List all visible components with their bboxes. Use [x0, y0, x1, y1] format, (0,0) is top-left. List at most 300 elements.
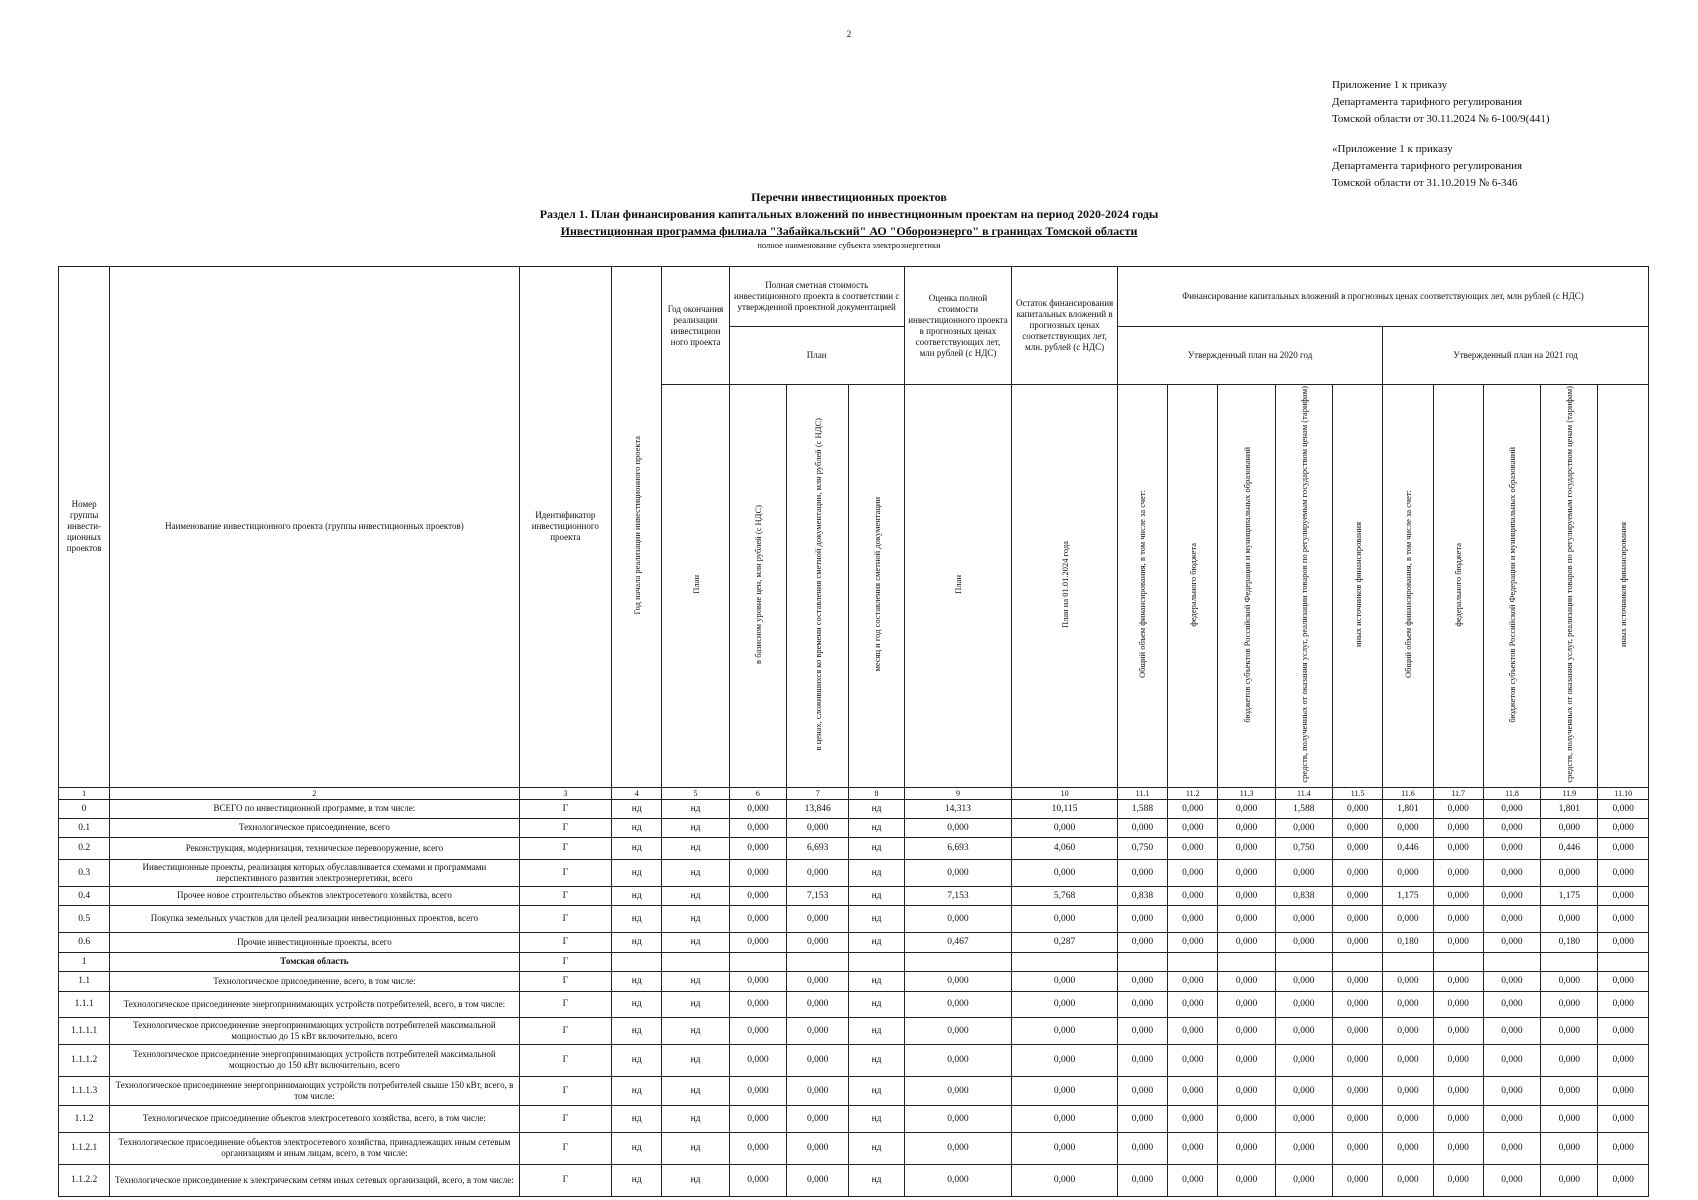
row-financing-value: 0,000 [1275, 818, 1332, 837]
row-name: ВСЕГО по инвестиционной программе, в том числе: [110, 799, 519, 818]
row-identifier: Г [519, 1044, 612, 1076]
row-financing-value: 0,000 [1383, 991, 1433, 1017]
header-base-prices: в базисном уровне цен, млн рублей (с НДС) [752, 504, 763, 664]
row-financing-value: 0,180 [1541, 932, 1598, 952]
row-start-year: нд [612, 1076, 662, 1105]
row-base-prices [729, 952, 786, 971]
row-financing-value: 0,000 [1433, 799, 1483, 818]
row-estimate-date: нд [849, 818, 904, 837]
row-financing-value: 0,000 [1168, 1017, 1218, 1044]
column-number: 11.7 [1433, 787, 1483, 799]
row-financing-value: 0,000 [1218, 1044, 1275, 1076]
approval-line: Департамента тарифного регулирования [1332, 96, 1523, 108]
row-end-year: нд [662, 1076, 729, 1105]
table-row [59, 859, 1649, 886]
row-start-year: нд [612, 1105, 662, 1132]
row-financing-value: 0,000 [1483, 1132, 1540, 1164]
row-code: 1.1.1.3 [59, 1076, 110, 1105]
subject-caption: полное наименование субъекта электроэнергетики [757, 240, 941, 250]
row-financing-value: 0,000 [1117, 932, 1167, 952]
header-2020-other: иных источников финансирования [1352, 521, 1363, 647]
row-financing-value: 0,000 [1333, 905, 1383, 932]
row-financing-value: 0,000 [1483, 932, 1540, 952]
row-financing-value: 0,000 [1218, 1017, 1275, 1044]
column-number: 11.2 [1168, 787, 1218, 799]
header-cell [1168, 385, 1218, 788]
row-financing-value: 0,000 [1218, 859, 1275, 886]
row-remaining: 0,000 [1012, 1044, 1118, 1076]
header-plan-2020: Утвержденный план на 2020 год [1117, 327, 1382, 385]
row-estimate-date: нд [849, 1132, 904, 1164]
row-full-estimate: 6,693 [904, 837, 1012, 859]
row-remaining: 0,000 [1012, 818, 1118, 837]
row-financing-value: 0,000 [1275, 859, 1332, 886]
row-end-year: нд [662, 886, 729, 905]
row-end-year: нд [662, 1044, 729, 1076]
approval-line: Томской области от 31.10.2019 № 6-346 [1332, 177, 1518, 189]
row-remaining [1012, 952, 1118, 971]
row-financing-value: 0,000 [1218, 971, 1275, 991]
row-current-prices: 0,000 [787, 905, 849, 932]
row-current-prices: 0,000 [787, 932, 849, 952]
row-financing-value: 0,000 [1483, 1076, 1540, 1105]
row-remaining: 10,115 [1012, 799, 1118, 818]
row-financing-value: 0,000 [1483, 1044, 1540, 1076]
row-financing-value: 0,000 [1483, 991, 1540, 1017]
row-code: 1.1 [59, 971, 110, 991]
row-financing-value: 1,588 [1117, 799, 1167, 818]
row-code: 1.1.2 [59, 1105, 110, 1132]
row-end-year: нд [662, 1132, 729, 1164]
row-current-prices: 0,000 [787, 1017, 849, 1044]
row-current-prices: 6,693 [787, 837, 849, 859]
row-base-prices: 0,000 [729, 799, 786, 818]
row-financing-value: 0,000 [1117, 1017, 1167, 1044]
header-cell [904, 385, 1012, 788]
row-name: Технологическое присоединение энергопринимающих устройств потребителей, всего, в том числе: [110, 991, 519, 1017]
row-remaining: 0,000 [1012, 1017, 1118, 1044]
row-base-prices: 0,000 [729, 1076, 786, 1105]
row-financing-value: 0,000 [1168, 799, 1218, 818]
row-financing-value: 0,000 [1598, 886, 1649, 905]
column-number: 11.6 [1383, 787, 1433, 799]
row-remaining: 0,000 [1012, 1132, 1118, 1164]
row-full-estimate: 0,000 [904, 1076, 1012, 1105]
row-start-year: нд [612, 1164, 662, 1196]
row-code: 0.3 [59, 859, 110, 886]
row-financing-value: 0,000 [1168, 886, 1218, 905]
row-financing-value: 0,000 [1483, 837, 1540, 859]
row-financing-value: 0,000 [1541, 818, 1598, 837]
row-name: Прочие инвестиционные проекты, всего [110, 932, 519, 952]
row-financing-value: 0,000 [1433, 886, 1483, 905]
row-current-prices: 0,000 [787, 991, 849, 1017]
header-2020-regional: бюджетов субъектов Российской Федерации и муниципальных образований [1241, 446, 1252, 723]
row-base-prices: 0,000 [729, 1132, 786, 1164]
column-number: 3 [519, 787, 612, 799]
row-start-year: нд [612, 1044, 662, 1076]
row-estimate-date: нд [849, 905, 904, 932]
row-start-year: нд [612, 971, 662, 991]
row-financing-value: 0,000 [1168, 818, 1218, 837]
row-financing-value: 0,000 [1433, 971, 1483, 991]
header-cell [662, 385, 729, 788]
row-financing-value: 0,000 [1333, 1164, 1383, 1196]
row-financing-value: 0,000 [1433, 932, 1483, 952]
row-current-prices: 0,000 [787, 1164, 849, 1196]
row-financing-value: 0,000 [1483, 1164, 1540, 1196]
row-financing-value: 0,000 [1433, 859, 1483, 886]
row-financing-value: 0,000 [1541, 859, 1598, 886]
row-financing-value: 0,000 [1383, 818, 1433, 837]
column-number: 2 [110, 787, 519, 799]
row-name: Прочее новое строительство объектов электросетевого хозяйства, всего [110, 886, 519, 905]
header-cell [1541, 385, 1598, 788]
row-financing-value: 0,000 [1433, 1164, 1483, 1196]
table-row [59, 905, 1649, 932]
row-identifier: Г [519, 991, 612, 1017]
header-cell [849, 385, 904, 788]
row-financing-value: 0,000 [1168, 991, 1218, 1017]
header-cell [1483, 385, 1540, 788]
row-full-estimate: 0,467 [904, 932, 1012, 952]
row-code: 1.1.2.1 [59, 1132, 110, 1164]
header-2021-federal: федерального бюджета [1453, 542, 1464, 627]
row-remaining: 0,000 [1012, 1076, 1118, 1105]
header-end-year-plan: План [690, 574, 701, 594]
approval-line: Департамента тарифного регулирования [1332, 160, 1523, 172]
row-current-prices: 0,000 [787, 1044, 849, 1076]
row-financing-value: 0,000 [1117, 1105, 1167, 1132]
row-financing-value: 0,000 [1333, 1044, 1383, 1076]
row-financing-value: 0,000 [1541, 991, 1598, 1017]
row-base-prices: 0,000 [729, 905, 786, 932]
row-base-prices: 0,000 [729, 1105, 786, 1132]
table-row [59, 1105, 1649, 1132]
row-financing-value: 0,000 [1218, 991, 1275, 1017]
row-start-year: нд [612, 932, 662, 952]
column-number: 9 [904, 787, 1012, 799]
row-start-year: нд [612, 859, 662, 886]
row-remaining: 0,000 [1012, 971, 1118, 991]
column-number: 11.3 [1218, 787, 1275, 799]
row-financing-value: 0,000 [1598, 991, 1649, 1017]
row-financing-value: 0,000 [1541, 1076, 1598, 1105]
row-name: Покупка земельных участков для целей реализации инвестиционных проектов, всего [110, 905, 519, 932]
row-financing-value: 0,000 [1117, 905, 1167, 932]
approval-paragraph-2 [1332, 141, 1550, 192]
row-identifier: Г [519, 1076, 612, 1105]
row-identifier: Г [519, 799, 612, 818]
row-full-estimate: 0,000 [904, 1132, 1012, 1164]
table-row [59, 952, 1649, 971]
row-financing-value: 0,000 [1598, 1164, 1649, 1196]
row-financing-value [1275, 952, 1332, 971]
row-financing-value: 0,000 [1598, 905, 1649, 932]
row-financing-value: 0,000 [1275, 932, 1332, 952]
table-row [59, 1044, 1649, 1076]
row-financing-value: 0,000 [1168, 837, 1218, 859]
row-estimate-date: нд [849, 991, 904, 1017]
row-financing-value: 0,000 [1483, 859, 1540, 886]
header-identifier: Идентификатор инвестиционного проекта [519, 267, 612, 788]
column-number-row [59, 787, 1649, 799]
row-full-estimate: 0,000 [904, 1105, 1012, 1132]
row-financing-value: 0,000 [1598, 859, 1649, 886]
row-financing-value: 0,000 [1433, 818, 1483, 837]
header-2021-regional: бюджетов субъектов Российской Федерации и муниципальных образований [1506, 446, 1517, 723]
table-row [59, 1076, 1649, 1105]
row-financing-value: 0,000 [1541, 1132, 1598, 1164]
row-financing-value: 0,000 [1275, 971, 1332, 991]
row-financing-value: 0,000 [1333, 991, 1383, 1017]
approval-line: Томской области от 30.11.2024 № 6-100/9(441) [1332, 113, 1550, 125]
table-row [59, 1132, 1649, 1164]
header-2020-total: Общий объем финансирования, в том числе за счет: [1137, 490, 1148, 679]
row-end-year: нд [662, 1105, 729, 1132]
header-full-estimate-plan: План [952, 574, 963, 594]
row-financing-value: 0,000 [1483, 818, 1540, 837]
row-financing-value: 0,000 [1218, 932, 1275, 952]
row-end-year: нд [662, 799, 729, 818]
row-financing-value [1483, 952, 1540, 971]
row-financing-value: 0,000 [1117, 818, 1167, 837]
row-financing-value: 0,000 [1333, 971, 1383, 991]
row-financing-value: 0,000 [1218, 799, 1275, 818]
row-identifier: Г [519, 859, 612, 886]
row-financing-value: 0,000 [1218, 1164, 1275, 1196]
row-remaining: 0,287 [1012, 932, 1118, 952]
row-financing-value: 0,000 [1218, 905, 1275, 932]
row-estimate-date: нд [849, 932, 904, 952]
row-code: 0.2 [59, 837, 110, 859]
column-number: 4 [612, 787, 662, 799]
row-financing-value: 0,000 [1333, 1132, 1383, 1164]
row-full-estimate: 0,000 [904, 905, 1012, 932]
row-base-prices: 0,000 [729, 886, 786, 905]
row-name: Технологическое присоединение энергопринимающих устройств потребителей максимальной мощностью до 150 кВт включительно, всего [110, 1044, 519, 1076]
row-financing-value: 0,000 [1541, 1164, 1598, 1196]
row-remaining: 0,000 [1012, 1105, 1118, 1132]
row-financing-value: 0,000 [1333, 859, 1383, 886]
row-financing-value [1218, 952, 1275, 971]
row-financing-value: 0,000 [1541, 1017, 1598, 1044]
row-financing-value: 0,000 [1333, 837, 1383, 859]
row-financing-value: 0,000 [1433, 1044, 1483, 1076]
row-end-year: нд [662, 818, 729, 837]
row-financing-value: 0,000 [1598, 1105, 1649, 1132]
row-base-prices: 0,000 [729, 1164, 786, 1196]
row-financing-value: 0,000 [1168, 1105, 1218, 1132]
header-cell [1433, 385, 1483, 788]
row-code: 0.5 [59, 905, 110, 932]
row-financing-value: 0,000 [1433, 991, 1483, 1017]
approval-line: Приложение 1 к приказу [1332, 79, 1448, 91]
row-name: Реконструкция, модернизация, техническое перевооружение, всего [110, 837, 519, 859]
row-financing-value: 0,000 [1168, 1044, 1218, 1076]
column-number: 8 [849, 787, 904, 799]
header-plan-2021: Утвержденный план на 2021 год [1383, 327, 1649, 385]
row-base-prices: 0,000 [729, 991, 786, 1017]
row-financing-value: 0,000 [1383, 1017, 1433, 1044]
column-number: 11.10 [1598, 787, 1649, 799]
row-financing-value [1598, 952, 1649, 971]
column-number: 5 [662, 787, 729, 799]
row-financing-value: 0,000 [1275, 905, 1332, 932]
row-current-prices: 0,000 [787, 818, 849, 837]
row-start-year: нд [612, 905, 662, 932]
row-financing-value: 1,588 [1275, 799, 1332, 818]
row-remaining: 0,000 [1012, 859, 1118, 886]
row-base-prices: 0,000 [729, 1044, 786, 1076]
row-full-estimate: 0,000 [904, 859, 1012, 886]
row-financing-value: 0,000 [1383, 971, 1433, 991]
header-start-year: Год начала реализации инвестиционного проекта [631, 436, 642, 615]
column-number: 10 [1012, 787, 1118, 799]
row-financing-value: 0,000 [1433, 837, 1483, 859]
row-identifier: Г [519, 1132, 612, 1164]
row-financing-value: 0,000 [1168, 971, 1218, 991]
header-cell [1383, 385, 1433, 788]
row-financing-value: 0,180 [1383, 932, 1433, 952]
row-financing-value: 0,000 [1168, 1076, 1218, 1105]
row-full-estimate: 14,313 [904, 799, 1012, 818]
row-end-year: нд [662, 932, 729, 952]
row-financing-value: 1,175 [1383, 886, 1433, 905]
row-financing-value: 0,000 [1333, 799, 1383, 818]
row-code: 1.1.1.1 [59, 1017, 110, 1044]
row-financing-value: 0,838 [1117, 886, 1167, 905]
row-financing-value: 0,000 [1168, 1164, 1218, 1196]
row-remaining: 4,060 [1012, 837, 1118, 859]
row-financing-value: 0,000 [1168, 932, 1218, 952]
column-number: 11.4 [1275, 787, 1332, 799]
row-financing-value: 0,000 [1275, 1164, 1332, 1196]
table-row [59, 991, 1649, 1017]
row-financing-value: 0,000 [1275, 1044, 1332, 1076]
row-name: Технологическое присоединение объектов электросетевого хозяйства, всего, в том числе: [110, 1105, 519, 1132]
row-full-estimate [904, 952, 1012, 971]
row-financing-value: 0,000 [1168, 1132, 1218, 1164]
row-financing-value: 0,000 [1117, 991, 1167, 1017]
row-end-year: нд [662, 859, 729, 886]
row-financing-value: 0,000 [1598, 971, 1649, 991]
header-2021-total: Общий объем финансирования, в том числе за счет: [1402, 490, 1413, 679]
row-identifier: Г [519, 837, 612, 859]
row-financing-value [1168, 952, 1218, 971]
row-financing-value [1333, 952, 1383, 971]
row-financing-value: 0,000 [1333, 886, 1383, 905]
row-base-prices: 0,000 [729, 818, 786, 837]
row-code: 1.1.1 [59, 991, 110, 1017]
row-financing-value: 0,000 [1383, 1044, 1433, 1076]
row-financing-value: 0,000 [1275, 1105, 1332, 1132]
row-financing-value: 0,000 [1433, 1017, 1483, 1044]
row-financing-value: 0,000 [1218, 886, 1275, 905]
row-financing-value: 0,000 [1117, 859, 1167, 886]
column-number: 6 [729, 787, 786, 799]
row-financing-value: 0,000 [1333, 932, 1383, 952]
row-base-prices: 0,000 [729, 859, 786, 886]
row-financing-value: 0,000 [1117, 971, 1167, 991]
row-financing-value: 0,000 [1333, 1076, 1383, 1105]
row-financing-value: 0,446 [1541, 837, 1598, 859]
row-financing-value [1383, 952, 1433, 971]
row-financing-value: 0,000 [1168, 859, 1218, 886]
row-code: 0 [59, 799, 110, 818]
row-identifier: Г [519, 886, 612, 905]
row-financing-value: 0,000 [1541, 1044, 1598, 1076]
row-end-year [662, 952, 729, 971]
row-code: 1.1.1.2 [59, 1044, 110, 1076]
header-end-year: Год окончания реализации инвестицион ного проекта [662, 267, 729, 385]
row-financing-value: 0,000 [1598, 799, 1649, 818]
row-financing-value [1541, 952, 1598, 971]
header-group-number: Номер группы инвести-ционных проектов [59, 267, 110, 788]
row-full-estimate: 0,000 [904, 1164, 1012, 1196]
row-estimate-date [849, 952, 904, 971]
table-row [59, 818, 1649, 837]
row-name: Технологическое присоединение объектов электросетевого хозяйства, принадлежащих иным сетевым организациям и иным лицам, всего, в том числе: [110, 1132, 519, 1164]
row-financing-value: 0,000 [1598, 932, 1649, 952]
section-title: Раздел 1. План финансирования капитальных вложений по инвестиционным проектам на период 2020-2024 годы [539, 207, 1159, 221]
row-current-prices: 0,000 [787, 1076, 849, 1105]
table-row [59, 886, 1649, 905]
row-financing-value: 1,801 [1383, 799, 1433, 818]
row-full-estimate: 0,000 [904, 1044, 1012, 1076]
header-cell [1275, 385, 1332, 788]
row-identifier: Г [519, 818, 612, 837]
row-name: Технологическое присоединение, всего, в том числе: [110, 971, 519, 991]
header-2020-federal: федерального бюджета [1187, 542, 1198, 627]
header-cell [1218, 385, 1275, 788]
row-financing-value: 1,801 [1541, 799, 1598, 818]
row-name: Технологическое присоединение энергопринимающих устройств потребителей свыше 150 кВт, всего, в том числе: [110, 1076, 519, 1105]
row-base-prices: 0,000 [729, 971, 786, 991]
row-financing-value [1433, 952, 1483, 971]
row-financing-value: 0,000 [1433, 905, 1483, 932]
row-estimate-date: нд [849, 799, 904, 818]
row-start-year [612, 952, 662, 971]
row-start-year: нд [612, 991, 662, 1017]
row-name: Инвестиционные проекты, реализация которых обуславливается схемами и программами перспективного развития электроэнергетики, всего [110, 859, 519, 886]
row-financing-value: 0,000 [1483, 971, 1540, 991]
row-financing-value: 0,000 [1383, 1132, 1433, 1164]
header-cell [729, 385, 786, 788]
row-financing-value: 0,000 [1218, 1132, 1275, 1164]
table-row [59, 932, 1649, 952]
row-financing-value: 0,000 [1218, 818, 1275, 837]
row-start-year: нд [612, 1017, 662, 1044]
row-financing-value: 0,000 [1117, 1044, 1167, 1076]
header-cell [787, 385, 849, 788]
column-number: 7 [787, 787, 849, 799]
approval-line: «Приложение 1 к приказу [1332, 143, 1453, 155]
header-cell [1012, 385, 1118, 788]
header-cell [1598, 385, 1649, 788]
row-start-year: нд [612, 886, 662, 905]
row-end-year: нд [662, 1017, 729, 1044]
row-financing-value: 0,000 [1598, 1017, 1649, 1044]
row-end-year: нд [662, 1164, 729, 1196]
row-financing-value: 0,000 [1541, 905, 1598, 932]
row-financing-value: 0,000 [1333, 818, 1383, 837]
header-2021-tariff: средств, полученных от оказания услуг, реализации товаров по регулируемым государством ценам (тарифам) [1564, 386, 1575, 783]
row-financing-value: 0,000 [1383, 1105, 1433, 1132]
row-current-prices: 0,000 [787, 971, 849, 991]
row-current-prices: 13,846 [787, 799, 849, 818]
row-remaining: 5,768 [1012, 886, 1118, 905]
